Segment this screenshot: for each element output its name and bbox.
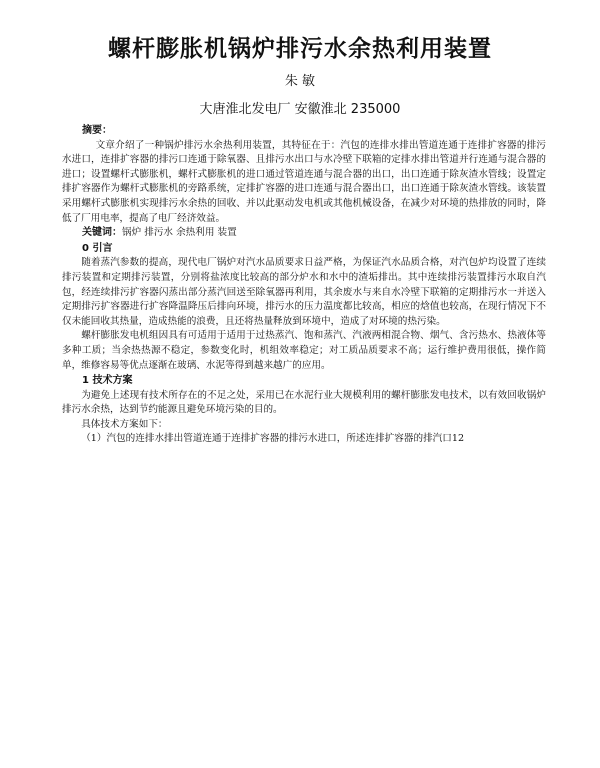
paper-body: [62, 124, 546, 447]
paper-title: 螺杆膨胀机锅炉排污水余热利用装置: [108, 36, 492, 62]
paragraph: 为避免上述现有技术所存在的不足之处，采用已在水泥行业大规模利用的螺杆膨胀发电技术，以有效回收锅炉排污水余热，达到节约能源且避免环境污染的目的。: [62, 389, 546, 416]
paragraph: 随着蒸汽参数的提高，现代电厂锅炉对汽水品质要求日益严格，为保证汽水品质合格，对汽包炉均设置了连续排污装置和定期排污装置，分别将盐浓度比较高的部分炉水和水中的渣垢排出。其中连续排污装置排污水取自汽包，经连续排污扩容器闪蒸出部分蒸汽回送至除氧器再利用，其余废水与来自水冷壁下联箱的定期排污水一并送入定期排污扩容器进行扩容降温降压后排向环境，排污水的压力温度都比较高，相应的焓值也较高，在现行情况下不仅未能回收其热量，造成热能的浪费，且还将热量释放到环境中，造成了对环境的热污染。: [62, 257, 546, 327]
paragraph: 具体技术方案如下：: [81, 418, 168, 430]
section-heading-intro: 0 引言: [82, 242, 113, 254]
author-name: 朱 敏: [284, 74, 316, 89]
paragraph: 螺杆膨胀发电机组因具有可适用于适用于过热蒸汽、饱和蒸汽、汽液两相混合物、烟气、含污热水、热液体等多种工质；当余热热源不稳定，参数变化时，机组效率稳定；对工质品质要求不高；运行维护费用很低，操作简单，维修容易等优点逐渐在玻璃、水泥等得到越来越广的应用。: [62, 330, 546, 371]
keywords-label: 关键词：: [82, 227, 122, 239]
affiliation: 大唐淮北发电厂 安徽淮北 235000: [199, 102, 401, 117]
keywords-text: 锅炉 排污水 余热利用 装置: [122, 227, 237, 239]
keywords-line: [62, 226, 546, 241]
paragraph: （1）汽包的连排水排出管道连通于连排扩容器的排污水进口，所述连排扩容器的排汽口12: [81, 433, 465, 445]
abstract-label: 摘要：: [82, 125, 112, 136]
section-heading-technical-scheme: 1 技术方案: [82, 375, 133, 387]
abstract-text: 文章介绍了一种锅炉排污水余热利用装置，其特征在于：汽包的连排水排出管道连通于连排扩容器的排污水进口，连排扩容器的排污口连通于除氧器、且排污水出口与水冷壁下联箱的定排水排出管道并行连通与混合器的进口；设置螺杆式膨胀机，螺杆式膨胀机的进口通过管道连通与混合器的出口，出口连通于除灰渣水管线；设置定排扩容器作为螺杆式膨胀机的旁路系统，定排扩容器的进口连通与混合器出口，出口连通于除灰渣水管线。该装置采用螺杆式膨胀机实现排污水余热的回收、并以此驱动发电机或其他机械设备，在减少对环境的热排放的同时，降低了厂用电率，提高了电厂经济效益。: [62, 139, 546, 224]
